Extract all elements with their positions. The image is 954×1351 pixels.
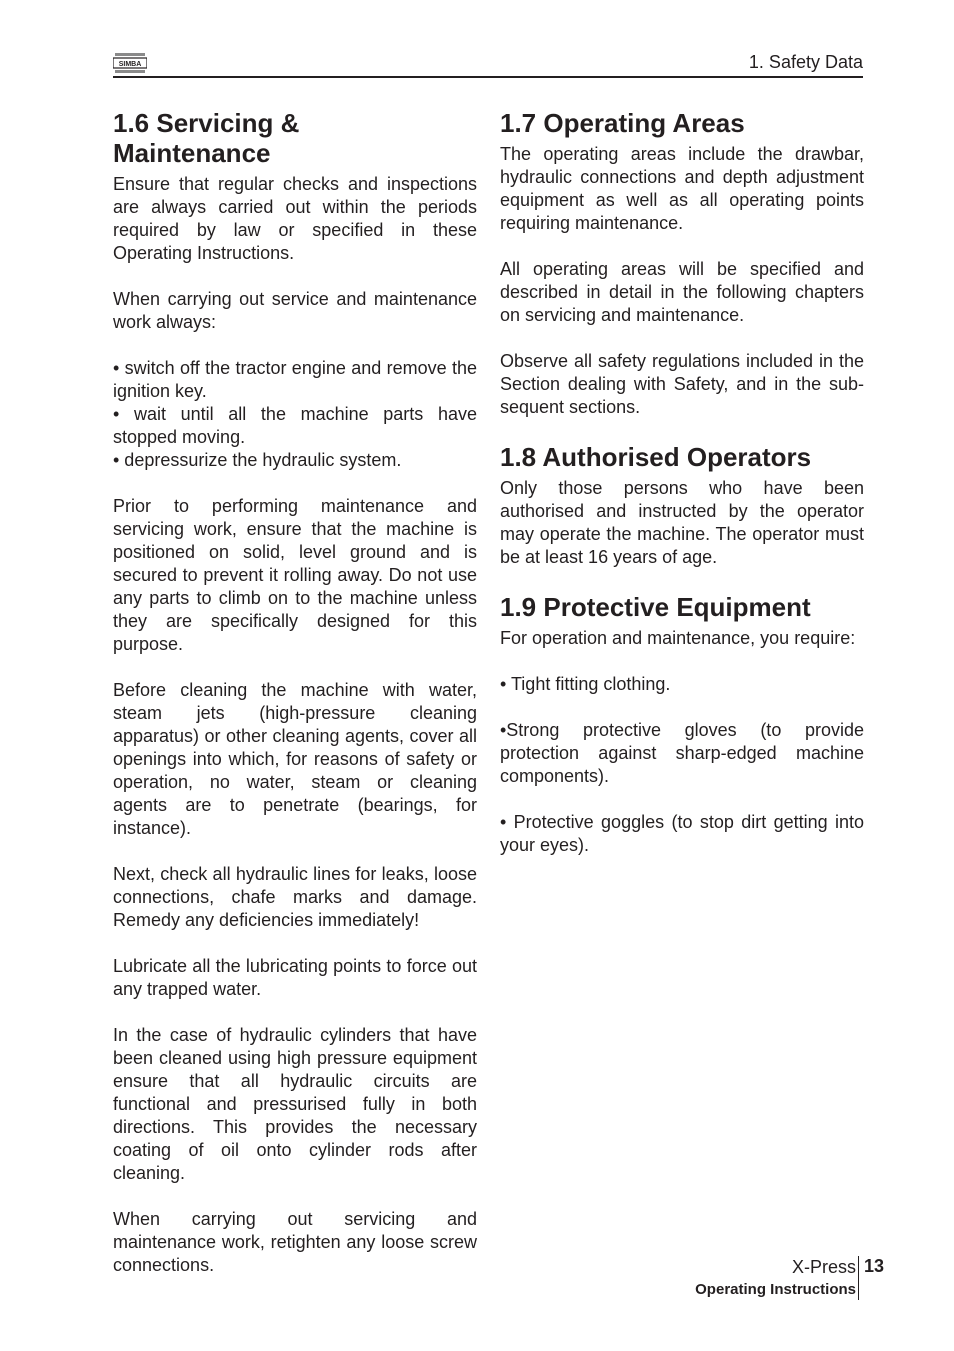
heading-protective-equipment: 1.9 Protective Equipment — [500, 592, 811, 622]
footer-product-name: X-Press — [791, 1257, 856, 1277]
paragraph-lubricate-points: Lubricate all the lubricating points to force out any trapped water. — [113, 956, 477, 999]
heading-servicing-maintenance: 1.6 Servicing & Maintenance — [113, 108, 300, 168]
simba-logo-icon — [113, 53, 147, 73]
section-label: 1. Safety Data — [748, 52, 863, 72]
bullet-protective-goggles: • Protective goggles (to stop dirt getting into your eyes). — [500, 812, 864, 855]
heading-operating-areas: 1.7 Operating Areas — [500, 108, 745, 138]
right-column — [500, 108, 864, 880]
page-header — [113, 50, 863, 78]
footer-divider — [858, 1256, 859, 1300]
bullet-switch-off-engine: • switch off the tractor engine and remove the ignition key. — [113, 358, 477, 401]
bullet-wait-parts-stopped: • wait until all the machine parts have stopped moving. — [113, 404, 477, 447]
page-number: 13 — [864, 1256, 885, 1276]
paragraph-service-work-always: When carrying out service and maintenance work always: — [113, 289, 477, 332]
paragraph-you-require: For operation and maintenance, you require: — [500, 628, 856, 648]
paragraph-retighten-screws: When carrying out servicing and maintenance work, retighten any loose screw connections. — [113, 1209, 477, 1275]
paragraph-regular-checks: Ensure that regular checks and inspections are always carried out within the periods required by law or specified in these Operating Instructions. — [113, 174, 477, 263]
paragraph-operating-areas-include: The operating areas include the drawbar, hydraulic connections and depth adjustment equipment as well as all operating points requiring maintenance. — [500, 144, 864, 233]
bullet-protective-gloves: •Strong protective gloves (to provide protection against sharp-edged machine components). — [500, 720, 864, 786]
paragraph-check-hydraulic-lines: Next, check all hydraulic lines for leaks, loose connections, chafe marks and damage. Remedy any deficiencies immediately! — [113, 864, 477, 930]
paragraph-prior-to-maintenance: Prior to performing maintenance and servicing work, ensure that the machine is positioned on solid, level ground and is secured to prevent it rolling away. Do not use any parts to climb on to the machine unless they are specifically designed for this purpose. — [113, 496, 477, 654]
left-column — [113, 108, 477, 1300]
page-footer — [695, 1255, 856, 1301]
bullet-depressurize-hydraulics: • depressurize the hydraulic system. — [113, 450, 402, 470]
heading-authorised-operators: 1.8 Authorised Operators — [500, 442, 812, 472]
paragraph-authorised-persons: Only those persons who have been authorised and instructed by the operator may operate the machine. The operator must be at least 16 years of age. — [500, 478, 864, 567]
logo-text: SIMBA — [118, 61, 142, 68]
paragraph-before-cleaning: Before cleaning the machine with water, steam jets (high-pressure cleaning apparatus) or other cleaning agents, cover all openings into which, for reasons of safety or operation, no water, steam or cleaning agents are to penetrate (bearings, for instance). — [113, 680, 477, 838]
paragraph-observe-safety: Observe all safety regulations included in the Section dealing with Safety, and in the sub-sequent sections. — [500, 351, 864, 417]
paragraph-operating-areas-specified: All operating areas will be specified and described in detail in the following chapters on servicing and maintenance. — [500, 259, 864, 325]
paragraph-hydraulic-cylinders: In the case of hydraulic cylinders that have been cleaned using high pressure equipment ensure that all hydraulic circuits are functional and pressurised fully in both directions. This provides the necessary coating of oil onto cylinder rods after cleaning. — [113, 1025, 477, 1183]
footer-subtitle: Operating Instructions — [695, 1281, 856, 1298]
bullet-tight-clothing: • Tight fitting clothing. — [500, 674, 671, 694]
